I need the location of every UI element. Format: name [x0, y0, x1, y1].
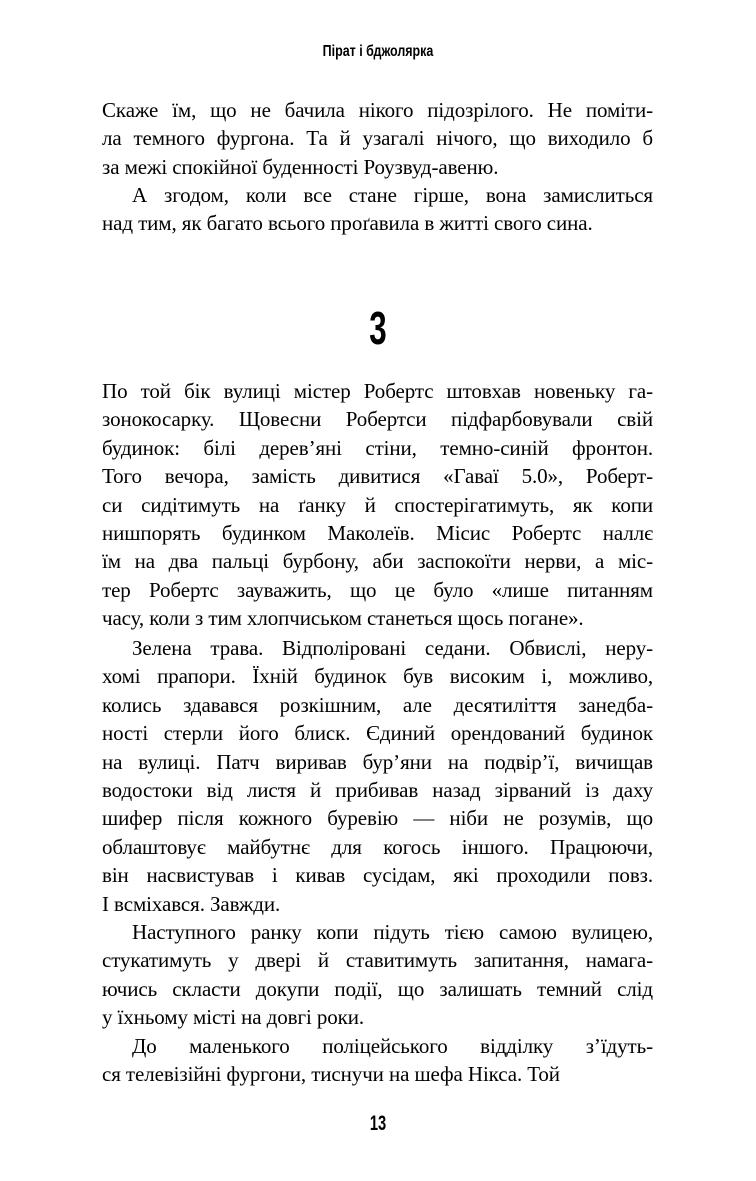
- text-line: Зелена трава. Відполіровані седани. Обвислі, неру-: [132, 636, 653, 660]
- text-line: стукатимуть у двері й ставитимуть запитання, намага-: [102, 948, 653, 973]
- text-line: на вулиці. Патч виривав бур’яни на подвір’ї, вичищав: [102, 749, 653, 774]
- text-line: тер Робертс зауважить, що це було «лише питанням: [102, 577, 653, 602]
- text-line: він насвистував і кивав сусідам, які проходили повз.: [102, 863, 653, 888]
- page-number: 13: [369, 1112, 387, 1135]
- text-line: ючись скласти докупи події, що залишать темний слід: [102, 976, 653, 1001]
- text-line: Наступного ранку копи підуть тією самою вулицею,: [132, 920, 653, 944]
- text-line: По той бік вулиці містер Робертс штовхав новеньку га-: [102, 379, 653, 403]
- text-line: їм на два пальці бурбону, аби заспокоїти нерви, а міс-: [102, 549, 653, 574]
- text-line: Того вечора, замість дивитися «Гаваї 5.0», Роберт-: [102, 464, 653, 489]
- text-line: водостоки від листя й прибивав назад зірваний із даху: [102, 778, 653, 803]
- text-line: ся телевізійні фургони, тиснучи на шефа Нікса. Той: [102, 1062, 560, 1087]
- text-line: шифер після кожного буревію — ніби не розумів, що: [102, 806, 653, 831]
- text-line: си сидітимуть на ґанку й спостерігатимуть, як копи: [102, 492, 653, 517]
- text-line: нишпорять будинком Маколеїв. Місис Робертс наллє: [102, 521, 653, 546]
- text-line: хомі прапори. Їхній будинок був високим і, можливо,: [102, 664, 653, 689]
- text-line: І всміхався. Завжди.: [102, 891, 281, 916]
- text-line: ності стерли його блиск. Єдиний орендований будинок: [102, 721, 653, 746]
- paragraph: [102, 96, 653, 181]
- text-line: будинок: білі дерев’яні стіни, темно-синій фронтон.: [102, 435, 653, 460]
- text-line: колись здавався розкішним, але десятиліття занедба-: [102, 692, 653, 717]
- text-line: часу, коли з тим хлопчиськом станеться щось погане».: [102, 606, 584, 631]
- paragraph: [102, 918, 653, 1032]
- text-line: над тим, як багато всього проґавила в житті свого сина.: [102, 211, 593, 236]
- text-line: облаштовує майбутнє для когось іншого. Працюючи,: [102, 834, 653, 859]
- text-line: А згодом, коли все стане гірше, вона замислиться: [132, 183, 653, 207]
- text-line: за межі спокійної буденності Роузвуд-авеню.: [102, 154, 499, 179]
- running-head: Пірат і бджолярка: [322, 43, 434, 60]
- chapter-number: 3: [369, 302, 387, 354]
- text-line: ла темного фургона. Та й узагалі нічого, що виходило б: [102, 126, 653, 151]
- text-line: До маленького поліцейського відділку з’їдуть-: [132, 1034, 653, 1058]
- paragraph: [102, 1032, 653, 1089]
- text-line: зонокосарку. Щовесни Робертси підфарбовували свій: [102, 407, 653, 432]
- text-line: у їхньому місті на довгі роки.: [102, 1005, 365, 1030]
- paragraph: [102, 181, 653, 238]
- paragraph: [102, 377, 653, 633]
- text-line: Скаже їм, що не бачила нікого підозрілого. Не поміти-: [102, 98, 653, 122]
- paragraph: [102, 634, 653, 918]
